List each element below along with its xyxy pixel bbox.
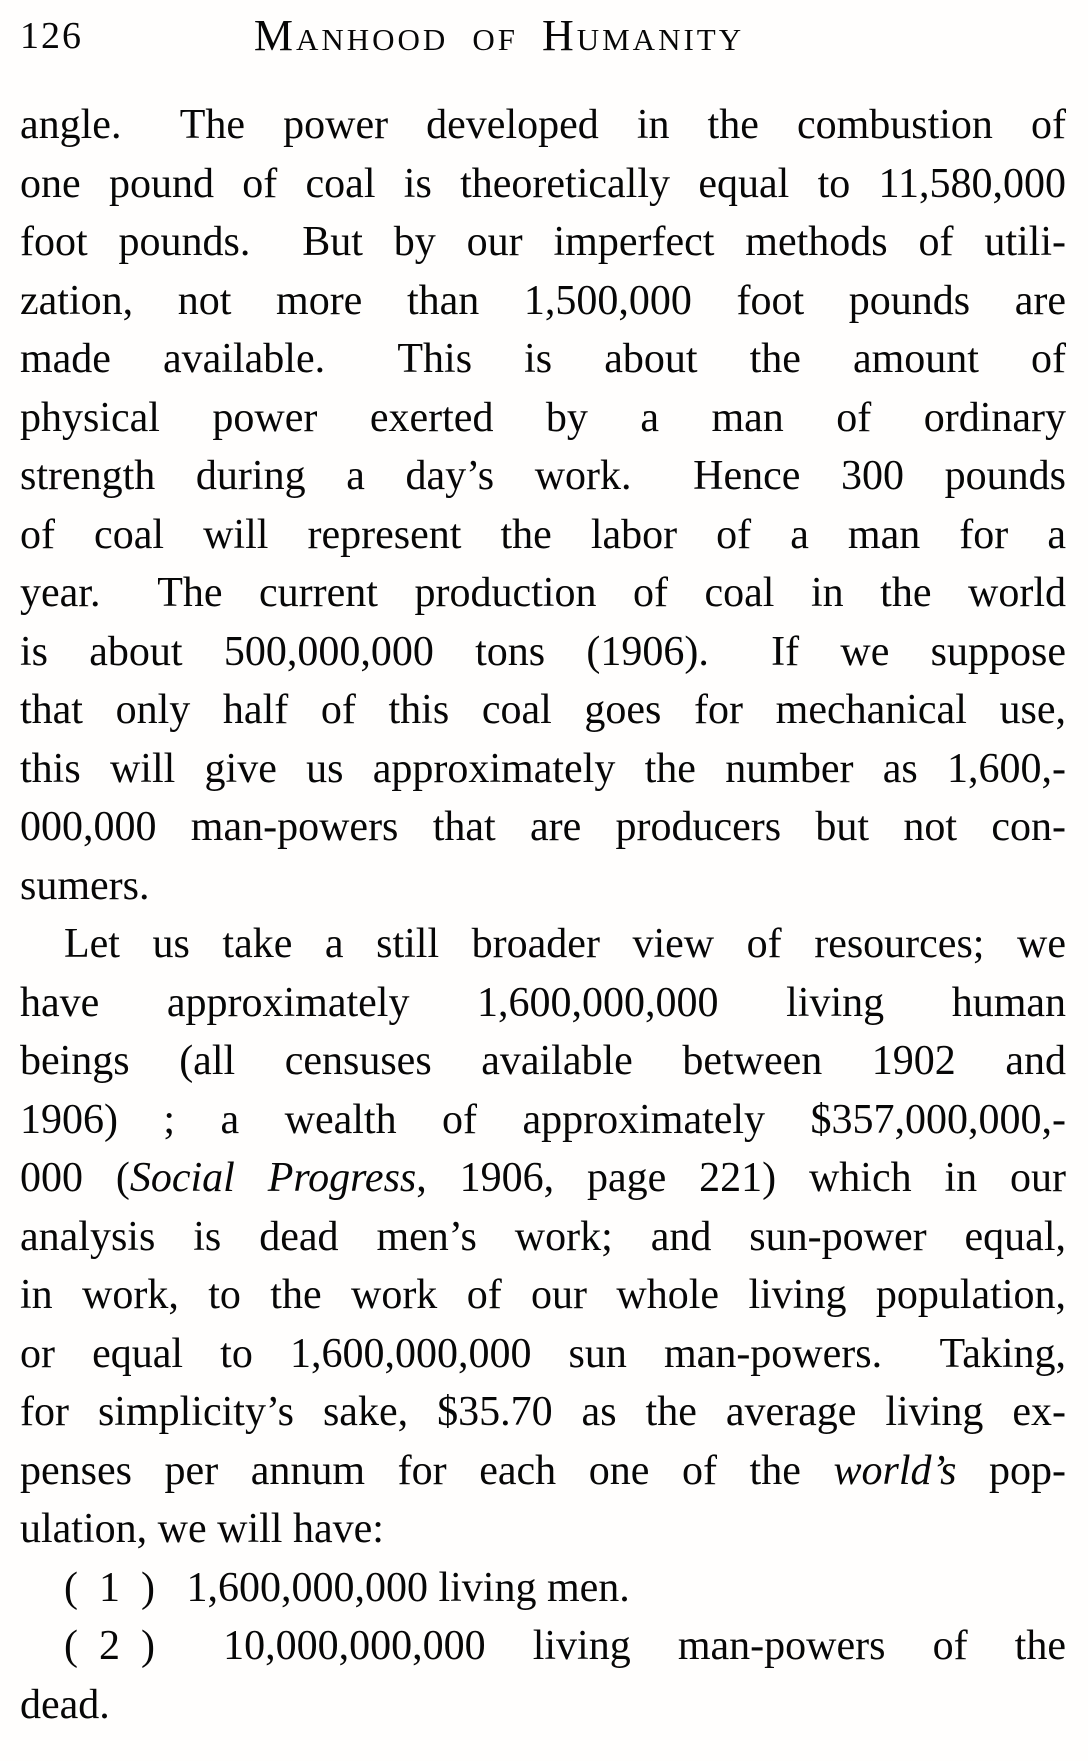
page-body-text — [20, 96, 1066, 1734]
page-header — [20, 11, 1066, 60]
text-line — [20, 213, 1066, 272]
text-line — [20, 155, 1066, 214]
text-segment: year. The current production of coal in the world — [20, 570, 1066, 616]
text-line — [20, 681, 1066, 740]
text-segment: in work, to the work of our whole living population, — [20, 1272, 1066, 1318]
text-line — [20, 1559, 1066, 1618]
text-segment: or equal to 1,600,000,000 sun man-powers. Taking, — [20, 1330, 1066, 1377]
text-line — [20, 330, 1066, 389]
text-line — [20, 1266, 1066, 1325]
text-segment: ulation, we will have: — [20, 1506, 384, 1552]
text-line — [20, 1617, 1066, 1676]
text-line — [20, 1383, 1066, 1442]
text-line — [20, 447, 1066, 506]
text-line — [20, 1325, 1066, 1384]
text-line — [20, 974, 1066, 1033]
text-segment: have approximately 1,600,000,000 living human — [20, 979, 1066, 1026]
page-number: 126 — [20, 15, 83, 57]
text-line — [20, 506, 1066, 565]
text-segment: 1906) ; a wealth of approximately $357,000,000,- — [20, 1096, 1066, 1143]
text-line — [20, 623, 1066, 682]
paragraph-coal-power — [20, 96, 1066, 915]
text-segment: one pound of coal is theoretically equal to 11,580,000 — [20, 160, 1066, 207]
text-segment: that only half of this coal goes for mechanical use, — [20, 687, 1066, 733]
text-line — [20, 740, 1066, 799]
text-segment: strength during a day’s work. Hence 300 pounds — [20, 453, 1066, 499]
italic-text-segment: world’s — [833, 1447, 957, 1494]
text-segment: made available. This is about the amount of — [20, 336, 1066, 382]
list-item-2 — [20, 1617, 1066, 1734]
text-segment: 000 ( — [20, 1155, 130, 1201]
text-line — [20, 1091, 1066, 1150]
text-segment: analysis is dead men’s work; and sun-power equal, — [20, 1213, 1066, 1260]
text-segment: ( 2 ) 10,000,000,000 living man-powers of the — [64, 1623, 1066, 1669]
text-segment: this will give us approximately the number as 1,600,- — [20, 745, 1066, 792]
text-segment: dead. — [20, 1681, 110, 1728]
text-line — [20, 857, 1066, 916]
text-segment: foot pounds. But by our imperfect methods of utili- — [20, 219, 1066, 265]
text-line — [20, 798, 1066, 857]
text-line — [20, 1032, 1066, 1091]
text-segment: physical power exerted by a man of ordinary — [20, 394, 1066, 441]
text-segment: pop- — [956, 1447, 1066, 1494]
text-line — [20, 1442, 1066, 1501]
text-line — [20, 272, 1066, 331]
text-segment: is about 500,000,000 tons (1906). If we suppose — [20, 628, 1066, 675]
text-segment: angle. The power developed in the combustion of — [20, 102, 1066, 148]
text-segment: Let us take a still broader view of resources; we — [64, 921, 1066, 967]
text-segment: zation, not more than 1,500,000 foot pounds are — [20, 277, 1066, 324]
text-segment: sumers. — [20, 862, 150, 909]
text-segment: penses per annum for each one of the — [20, 1447, 834, 1494]
text-line — [20, 1500, 1066, 1559]
text-line — [20, 1149, 1066, 1208]
text-line — [20, 389, 1066, 448]
text-segment: of coal will represent the labor of a man for a — [20, 511, 1066, 558]
running-title: Manhood of Humanity — [253, 11, 745, 60]
italic-text-segment: Social Progress — [129, 1155, 417, 1201]
text-line — [20, 96, 1066, 155]
paragraph-broader-resources — [20, 915, 1066, 1559]
text-segment: beings (all censuses available between 1902 and — [20, 1038, 1066, 1084]
text-line — [20, 564, 1066, 623]
text-segment: for simplicity’s sake, $35.70 as the average living ex- — [20, 1389, 1066, 1435]
text-line — [20, 1676, 1066, 1735]
text-line — [20, 915, 1066, 974]
text-segment: ( 1 ) 1,600,000,000 living men. — [64, 1564, 630, 1611]
list-item-1 — [20, 1559, 1066, 1618]
text-segment: , 1906, page 221) which in our — [416, 1155, 1066, 1201]
text-line — [20, 1208, 1066, 1267]
text-segment: 000,000 man-powers that are producers but not con- — [20, 804, 1066, 850]
